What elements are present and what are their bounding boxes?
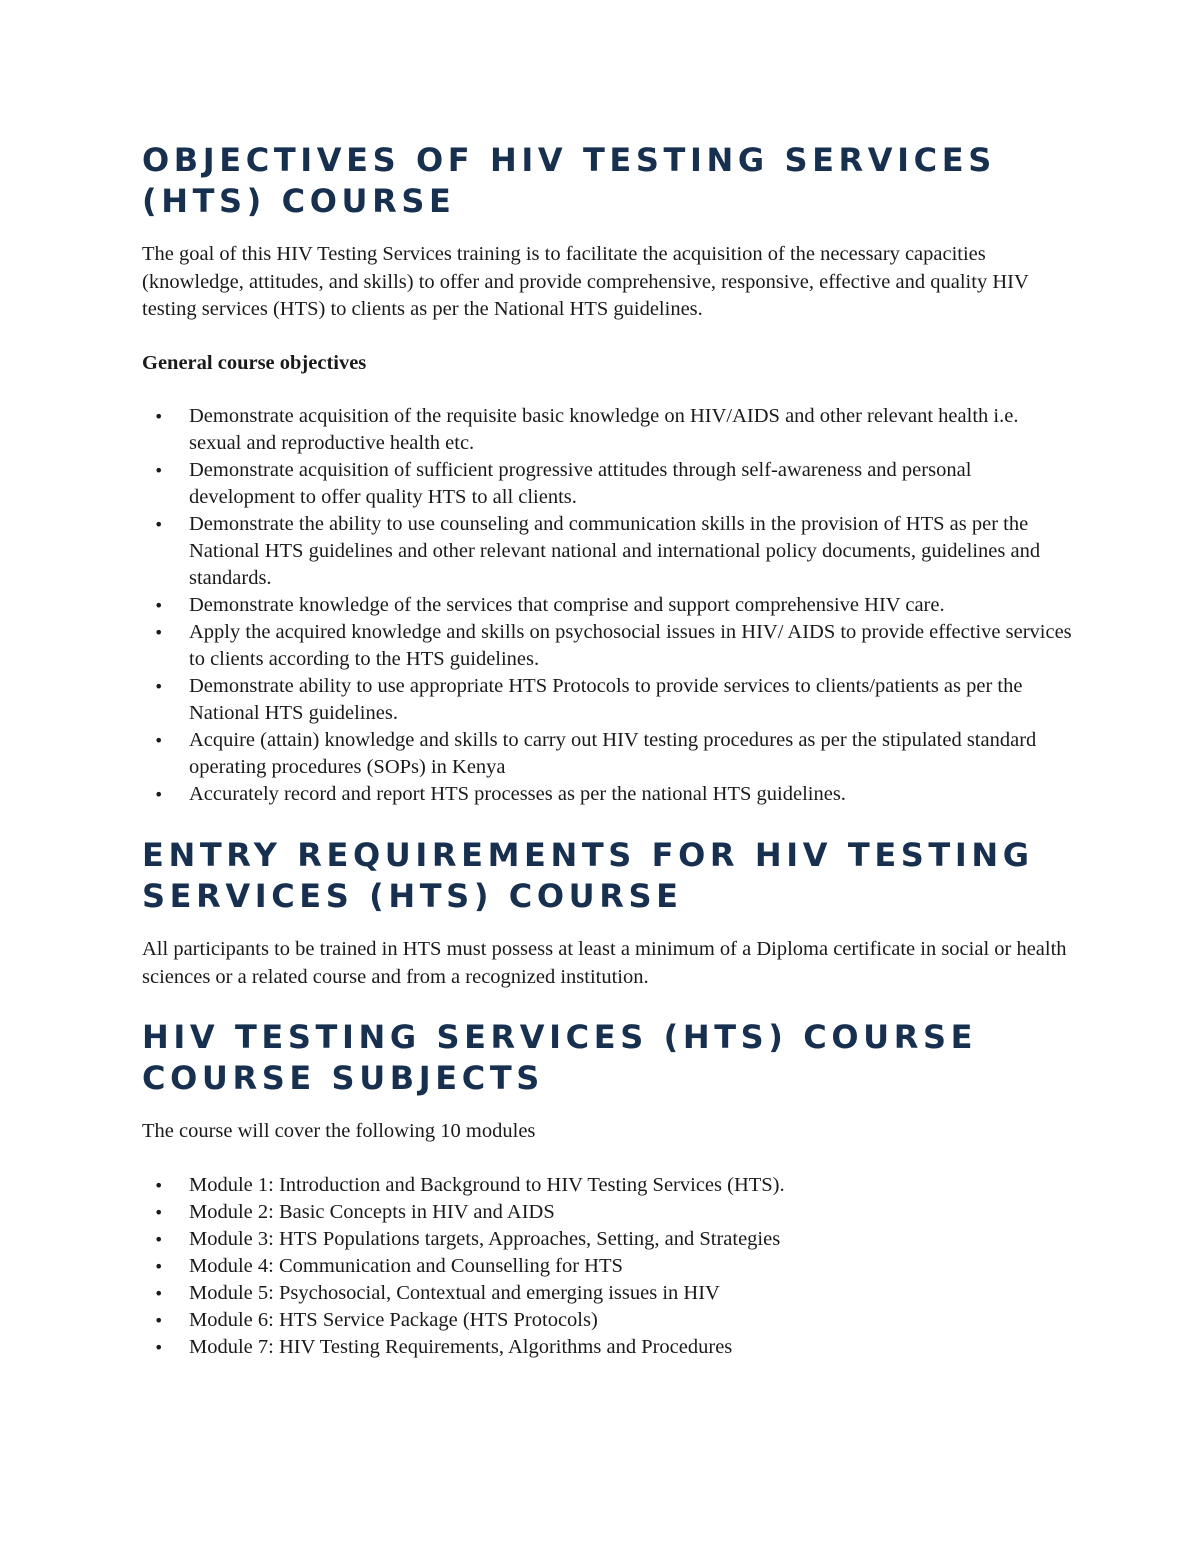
- list-item: • Acquire (attain) knowledge and skills to carry out HIV testing procedures as per the stipulated standard operating procedures (SOPs) in Kenya: [154, 729, 1037, 778]
- bullet-icon: •: [154, 1283, 164, 1303]
- list-item: • Module 1: Introduction and Background to HIV Testing Services (HTS).: [142, 1172, 1072, 1199]
- objectives-list: [142, 403, 1072, 808]
- bullet-icon: •: [154, 407, 164, 426]
- list-item: • Demonstrate knowledge of the services that comprise and support comprehensive HIV care.: [142, 592, 1072, 619]
- list-item: • Module 2: Basic Concepts in HIV and AIDS: [142, 1199, 1072, 1226]
- list-item: • Demonstrate acquisition of the requisite basic knowledge on HIV/AIDS and other relevant health i.e. sexual and reproductive health etc.: [154, 405, 1019, 454]
- list-item: • Demonstrate acquisition of sufficient progressive attitudes through self-awareness and personal development to offer quality HTS to all clients.: [154, 459, 972, 508]
- list-item: • Demonstrate ability to use appropriate HTS Protocols to provide services to clients/patients as per the National HTS guidelines.: [154, 675, 1023, 724]
- bullet-icon: •: [154, 1175, 164, 1195]
- list-item: • Module 7: HIV Testing Requirements, Algorithms and Procedures: [142, 1334, 1072, 1361]
- bullet-icon: •: [154, 623, 164, 642]
- bullet-icon: •: [154, 515, 164, 534]
- list-item: • Module 6: HTS Service Package (HTS Protocols): [142, 1307, 1072, 1334]
- bullet-icon: •: [154, 596, 164, 615]
- objectives-heading: OBJECTIVES OF HIV TESTING SERVICES (HTS) COURSE: [142, 141, 996, 220]
- bullet-icon: •: [154, 785, 164, 804]
- bullet-icon: •: [154, 677, 164, 696]
- bullet-icon: •: [154, 1229, 164, 1249]
- modules-list: [142, 1172, 1072, 1361]
- course-subjects-heading: HIV TESTING SERVICES (HTS) COURSE COURSE SUBJECTS: [142, 1018, 978, 1097]
- bullet-icon: •: [154, 731, 164, 750]
- bullet-icon: •: [154, 1202, 164, 1222]
- list-item: • Accurately record and report HTS processes as per the national HTS guidelines.: [142, 781, 1072, 808]
- modules-intro-paragraph: The course will cover the following 10 modules: [142, 1120, 536, 1142]
- list-item: • Apply the acquired knowledge and skills on psychosocial issues in HIV/ AIDS to provide effective services to clients according to the HTS guidelines.: [154, 621, 1072, 670]
- list-item: • Module 3: HTS Populations targets, Approaches, Setting, and Strategies: [142, 1226, 1072, 1253]
- general-objectives-heading: General course objectives: [142, 351, 367, 374]
- objectives-intro-paragraph: The goal of this HIV Testing Services training is to facilitate the acquisition of the necessary capacities (knowledge, attitudes, and skills) to offer and provide comprehensive, responsive, effective and quality HIV testing services (HTS) to clients as per the National HTS guidelines.: [142, 243, 1029, 320]
- document-page: [142, 140, 1072, 1361]
- list-item: • Module 5: Psychosocial, Contextual and emerging issues in HIV: [142, 1280, 1072, 1307]
- bullet-icon: •: [154, 1337, 164, 1357]
- list-item: • Module 4: Communication and Counselling for HTS: [142, 1253, 1072, 1280]
- bullet-icon: •: [154, 461, 164, 480]
- bullet-icon: •: [154, 1310, 164, 1330]
- entry-requirements-paragraph: All participants to be trained in HTS must possess at least a minimum of a Diploma certificate in social or health sciences or a related course and from a recognized institution.: [142, 938, 1067, 988]
- bullet-icon: •: [154, 1256, 164, 1276]
- entry-requirements-heading: ENTRY REQUIREMENTS FOR HIV TESTING SERVICES (HTS) COURSE: [142, 836, 1034, 915]
- list-item: • Demonstrate the ability to use counseling and communication skills in the provision of HTS as per the National HTS guidelines and other relevant national and international policy documents, guidelines and standards.: [154, 513, 1041, 589]
